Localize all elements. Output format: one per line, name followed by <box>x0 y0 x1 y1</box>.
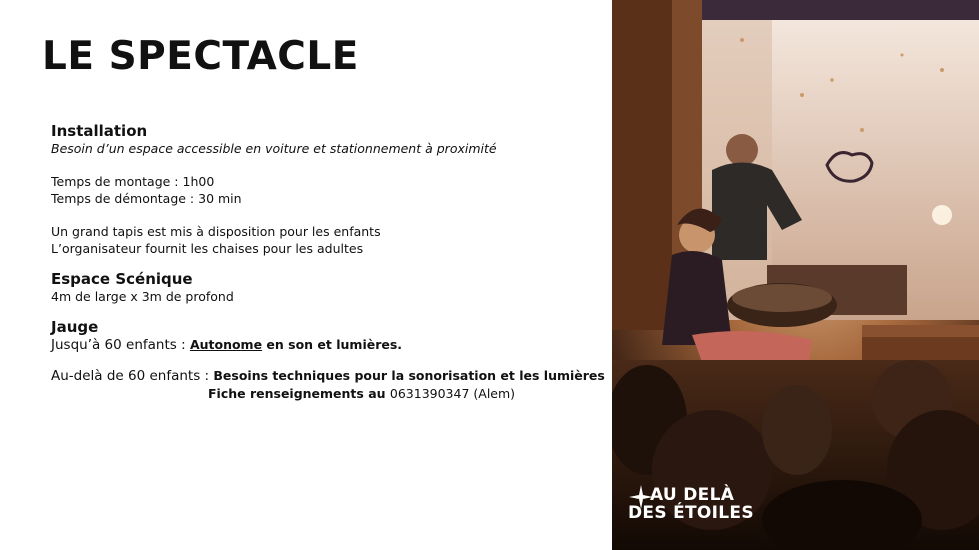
jauge-line-3-bold: Fiche renseignements au <box>208 386 390 401</box>
montage-time: Temps de montage : 1h00 <box>51 174 215 189</box>
espace-dimensions: 4m de large x 3m de profond <box>51 289 234 304</box>
chaises-info: L’organisateur fournit les chaises pour les adultes <box>51 241 364 256</box>
jauge-line-2 <box>51 367 605 385</box>
jauge-line-2-bold: Besoins techniques pour la sonorisation et les lumières <box>213 368 605 383</box>
espace-heading: Espace Scénique <box>51 270 193 288</box>
jauge-heading: Jauge <box>51 318 99 336</box>
jauge-line-2-prefix: Au-delà de 60 enfants : <box>51 368 214 384</box>
jauge-line-3 <box>51 385 591 403</box>
autonome-link[interactable]: Autonome <box>189 337 263 352</box>
jauge-line-1-suffix: en son et lumières. <box>262 337 403 352</box>
installation-subtitle: Besoin d’un espace accessible en voiture et stationnement à proximité <box>51 141 497 156</box>
slide-title: LE SPECTACLE <box>42 34 359 79</box>
show-photo <box>612 0 979 550</box>
logo-line-2: DES ÉTOILES <box>628 503 754 523</box>
contact-phone: 0631390347 (Alem) <box>389 386 516 401</box>
show-photo-illustration <box>612 0 979 550</box>
demontage-time: Temps de démontage : 30 min <box>51 191 242 206</box>
logo-line-1: AU DELÀ <box>650 485 735 505</box>
installation-heading: Installation <box>51 122 148 140</box>
tapis-info: Un grand tapis est mis à disposition pour les enfants <box>51 224 381 239</box>
jauge-line-1 <box>51 336 591 354</box>
jauge-line-1-prefix: Jusqu’à 60 enfants : <box>51 337 190 353</box>
brand-logo <box>628 486 754 522</box>
slide-content <box>51 122 605 403</box>
